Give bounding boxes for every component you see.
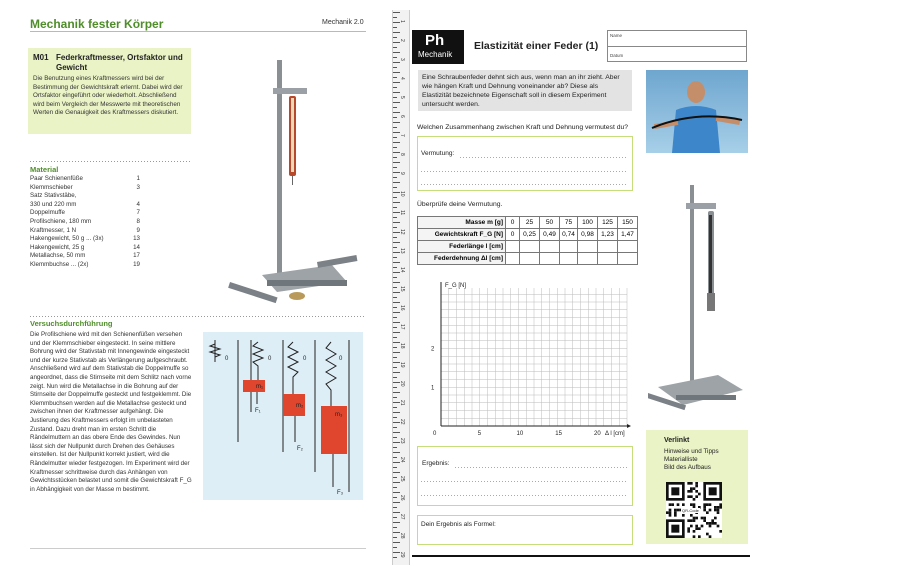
ruler-tick (393, 67, 397, 68)
material-heading: Material (30, 165, 59, 174)
graph-x-tick: 5 (477, 431, 482, 437)
intro-text: Eine Schraubenfeder dehnt sich aus, wenn man an ihr zieht. Aber wie hängen Kraft und Dehnung voneinander ab? Diese als Elastizität bezeichnete Eigenschaft soll in diesem Experiment untersucht werden. (422, 74, 620, 108)
ruler-tick (393, 547, 397, 548)
ruler-tick (393, 417, 397, 418)
ruler-tick (393, 482, 400, 483)
ruler-tick (393, 327, 397, 328)
material-item: Satz Stativstäbe, (30, 192, 77, 200)
ruler-tick (393, 97, 397, 98)
experiment-title: Federkraftmesser, Ortsfaktor und Gewicht (56, 53, 183, 72)
ruler-tick (393, 92, 400, 93)
result-label: Ergebnis: (422, 460, 450, 467)
force-label-1: F₁ (255, 408, 261, 414)
ruler-tick (393, 167, 397, 168)
table-row: Gewichtskraft F_G [N] 0 0,25 0,49 0,74 0,98 1,23 1,47 (418, 229, 638, 241)
experiment-code: M01 (33, 53, 49, 62)
write-line (421, 184, 628, 185)
ruler-tick (393, 332, 400, 333)
diagram-zero-label-3: 0 (303, 356, 307, 362)
material-rule (30, 161, 190, 162)
ruler-tick (393, 317, 397, 318)
mass-label-2: m₂ (296, 403, 304, 409)
ruler-number: 19 (399, 362, 405, 368)
diagram-zero-label-2: 0 (268, 356, 272, 362)
question-2: Überprüfe deine Vermutung. (417, 201, 503, 208)
ruler-number: 13 (399, 248, 405, 254)
ruler-tick (393, 57, 397, 58)
material-item: Klemmschieber 3 (30, 183, 140, 191)
write-line (421, 495, 627, 496)
ruler-tick (393, 477, 397, 478)
stand-photo-left (222, 50, 362, 308)
ruler-tick (393, 387, 397, 388)
ruler-tick (393, 337, 397, 338)
material-item: Profilschiene, 180 mm 8 (30, 217, 140, 225)
ruler-tick (393, 542, 400, 543)
mass-label-3: m₃ (335, 412, 343, 418)
ruler-tick (393, 267, 397, 268)
ruler-tick (393, 522, 400, 523)
ruler-number: 29 (399, 552, 405, 558)
ruler-tick (393, 287, 397, 288)
subject-badge-letters: Ph (425, 32, 445, 49)
ruler-tick (393, 237, 397, 238)
ruler-tick (393, 502, 400, 503)
name-date-box (607, 30, 747, 62)
ruler-tick (393, 497, 397, 498)
worksheet-title: Elastizität einer Feder (1) (474, 40, 599, 52)
ruler-tick (393, 357, 397, 358)
ruler-tick (393, 307, 397, 308)
ruler-tick (393, 142, 400, 143)
write-line (421, 171, 628, 172)
ruler-tick (393, 537, 397, 538)
material-item: 330 und 220 mm 4 (30, 200, 140, 208)
linked-resources-list (664, 448, 744, 472)
material-item: Kraftmesser, 1 N 9 (30, 226, 140, 234)
ruler-number: 22 (399, 419, 405, 425)
ruler-tick (393, 147, 397, 148)
ruler-number: 21 (399, 400, 405, 406)
procedure-text: Die Profilschiene wird mit den Schienenfüßen versehen und der Klemmschieber eingesteckt. In seine mittlere Bohrung wird der Stativstab mit Innengewinde eingesteckt und der kurze Stativstab als Verlängerung aufgeschraubt. Anschließend wird auf dem Stativstab die Doppelmuffe so angeordnet, dass die Stirnseite mit dem Schlitz nach vorne zeigt. Nun wird die Metallachse in die Bohrung auf der Stirnseite der Doppelmuffe gesteckt und festgeklemmt. Die Klemmbuchsen werden auf die Metallachse gesteckt und zwischen ihnen der Kraftmesser aufgehängt. Die Justierung des Kraftmessers erfolgt im unbelasteten Zustand. Dazu dreht man im ersten Schritt die Rändelmuttern an das obere Ende des Gewindes. Nun lässt sich der Nullpunkt durch Drehen des Gehäuses einstellen. Ist der Nullpunkt korrekt justiert, wird die Rändelmutter wieder festgezogen. Im Experiment wird der Kraftmesser schrittweise durch das Anhängen von Gewichtsstücken belastet und somit die Gewichtskraft F_G in Abhängigkeit von der Masse m bestimmt. (30, 331, 192, 493)
ruler-tick (393, 487, 397, 488)
material-list (30, 175, 140, 270)
material-item: Metallachse, 50 mm 17 (30, 252, 140, 260)
ruler-number: 9 (399, 172, 405, 175)
ruler-tick (393, 32, 400, 33)
ruler-number: 4 (399, 77, 405, 80)
ruler-tick (393, 177, 397, 178)
ruler-number: 28 (399, 533, 405, 539)
left-page-section: Mechanik 2.0 (322, 19, 364, 26)
ruler-tick (393, 47, 397, 48)
ruler-number: 20 (399, 381, 405, 387)
ruler-tick (393, 102, 400, 103)
diagram-zero-label-1: 0 (225, 356, 229, 362)
ruler-tick (393, 247, 397, 248)
ruler-tick (393, 457, 397, 458)
graph-x-tick: 0 (433, 431, 437, 437)
person-photo-drawing (646, 70, 748, 153)
formula-box[interactable] (417, 515, 633, 545)
ruler-tick (393, 277, 397, 278)
hypothesis-box[interactable] (417, 136, 633, 191)
ruler-tick (393, 12, 400, 13)
ruler-tick (393, 492, 400, 493)
ruler-tick (393, 257, 397, 258)
ruler-tick (393, 292, 400, 293)
graph-x-tick: 15 (555, 431, 562, 437)
ruler-tick (393, 117, 397, 118)
ruler-tick (393, 207, 397, 208)
graph-grid (417, 281, 633, 441)
ruler-number: 11 (399, 210, 405, 216)
ruler-tick (393, 157, 397, 158)
diagram-zero-label-4: 0 (339, 356, 343, 362)
ruler-tick (393, 312, 400, 313)
force-label-3: F₃ (337, 490, 344, 496)
link-material-list[interactable]: Materialliste (664, 456, 698, 463)
stand-photo-right (648, 175, 748, 420)
graph-x-tick: 10 (516, 431, 524, 437)
ruler-number: 3 (399, 58, 405, 61)
ruler-tick (393, 322, 400, 323)
ruler-number: 25 (399, 476, 405, 482)
ruler-tick (393, 217, 397, 218)
graph-y-tick: 2 (431, 346, 435, 353)
mass-label-1: m₁ (256, 384, 264, 390)
ruler-tick (393, 202, 400, 203)
ruler-tick (393, 282, 400, 283)
ruler-number: 16 (399, 305, 405, 311)
graph-y-axis-label: F_G [N] (445, 283, 467, 289)
ruler-tick (393, 297, 397, 298)
graph-area[interactable] (417, 281, 633, 441)
ruler-tick (393, 427, 397, 428)
ruler-tick (393, 197, 397, 198)
subject-badge-label: Mechanik (418, 50, 453, 59)
ruler-number: 18 (399, 343, 405, 349)
measurement-table (417, 216, 638, 265)
ruler-number: 26 (399, 495, 405, 501)
link-tips[interactable]: Hinweise und Tipps (664, 448, 719, 455)
ruler-number: 2 (399, 39, 405, 42)
ruler-tick (393, 447, 397, 448)
ruler-tick (393, 27, 397, 28)
ruler-tick (393, 467, 397, 468)
ruler-number: 14 (399, 267, 405, 273)
ruler-tick (393, 82, 400, 83)
hypothesis-label: Vermutung: (421, 150, 455, 157)
left-page-title: Mechanik fester Körper (30, 17, 164, 31)
ruler-tick (393, 347, 397, 348)
ruler-tick (393, 122, 400, 123)
material-item: Hakengewicht, 25 g 14 (30, 243, 140, 251)
ruler-number: 1 (399, 20, 405, 23)
ruler-number: 15 (399, 286, 405, 292)
ruler-tick (393, 242, 400, 243)
ruler-tick (393, 472, 400, 473)
material-item: Hakengewicht, 50 g ... (3x) 13 (30, 235, 140, 243)
ruler-tick (393, 222, 400, 223)
ruler-tick (393, 132, 400, 133)
ruler-tick (393, 507, 397, 508)
ruler-tick (393, 527, 397, 528)
spring-diagram (203, 332, 363, 500)
ruler-tick (393, 452, 400, 453)
material-item: Paar Schienenfüße 1 (30, 175, 140, 182)
ruler-number: 27 (399, 514, 405, 520)
ruler-tick (393, 392, 400, 393)
write-line (455, 467, 627, 468)
write-line (421, 481, 627, 482)
experiment-description: Die Benutzung eines Kraftmessers wird bei der Bestimmung der Gewichtskraft erlernt. Dabei wird der Ortsfaktor eingeführt oder wiederholt. Abschließend wird beim Vergleich der Messwerte mit theoretischen Werten die Genauigkeit des Kraftmessers diskutiert. (33, 75, 183, 117)
ruler-tick (393, 77, 397, 78)
person-photo (646, 70, 748, 153)
ruler-number: 24 (399, 457, 405, 463)
table-row: Federdehnung Δl [cm] (418, 253, 638, 265)
ruler-number: 8 (399, 153, 405, 156)
graph-x-axis-label: Δ l [cm] (605, 431, 625, 437)
left-page-bottom-rule (30, 548, 366, 549)
ruler-tick (393, 17, 397, 18)
force-label-2: F₂ (297, 446, 303, 452)
name-label: Name (610, 33, 623, 38)
question-1: Welchen Zusammenhang zwischen Kraft und Dehnung vermutest du? (417, 124, 629, 131)
link-setup-image[interactable]: Bild des Aufbaus (664, 464, 711, 471)
ruler-number: 23 (399, 438, 405, 444)
ruler-tick (393, 557, 397, 558)
ruler-tick (393, 512, 400, 513)
procedure-rule (30, 316, 366, 317)
table-row: Federlänge l [cm] (418, 241, 638, 253)
ruler-tick (393, 367, 397, 368)
ruler-tick (393, 517, 397, 518)
ruler-tick (393, 262, 400, 263)
ruler-number: 5 (399, 96, 405, 99)
procedure-heading: Versuchsdurchführung (30, 319, 113, 328)
date-label: Datum (610, 53, 624, 58)
table-row: Masse m [g] 0 25 50 75 100 125 150 (418, 217, 638, 229)
qr-code-label: QR-Code (682, 508, 699, 513)
ruler-tick (393, 187, 397, 188)
ruler-tick (393, 62, 400, 63)
ruler-tick (393, 127, 397, 128)
ruler-number: 12 (399, 229, 405, 235)
ruler-tick (393, 182, 400, 183)
ruler-tick (393, 412, 400, 413)
formula-label: Dein Ergebnis als Formel: (421, 521, 496, 528)
result-box[interactable] (417, 446, 633, 506)
graph-x-tick: 20 (594, 431, 601, 437)
ruler-tick (393, 352, 400, 353)
ruler-tick (393, 107, 397, 108)
header-divider (30, 31, 366, 32)
ruler-tick (393, 372, 400, 373)
ruler-tick (393, 437, 397, 438)
ruler-tick (393, 302, 400, 303)
linked-resources-title: Verlinkt (664, 437, 690, 444)
ruler-tick (393, 397, 397, 398)
ruler-tick (393, 37, 397, 38)
ruler-tick (393, 52, 400, 53)
ruler-tick (393, 87, 397, 88)
ruler-number: 17 (399, 324, 405, 330)
ruler (392, 10, 410, 565)
ruler-number: 7 (399, 134, 405, 137)
graph-y-tick: 1 (431, 385, 435, 392)
ruler-tick (393, 432, 400, 433)
material-item: Doppelmuffe 7 (30, 209, 140, 217)
write-line (460, 157, 628, 158)
ruler-tick (393, 407, 397, 408)
ruler-tick (393, 72, 400, 73)
ruler-tick (393, 42, 400, 43)
material-item: Klemmbuchse ... (2x) 19 (30, 260, 140, 268)
ruler-number: 6 (399, 115, 405, 118)
ruler-tick (393, 227, 397, 228)
ruler-number: 10 (399, 191, 405, 197)
right-page-bottom-rule (412, 555, 750, 557)
ruler-tick (393, 137, 397, 138)
ruler-tick (393, 377, 397, 378)
ruler-tick (393, 162, 400, 163)
ruler-tick (393, 112, 400, 113)
